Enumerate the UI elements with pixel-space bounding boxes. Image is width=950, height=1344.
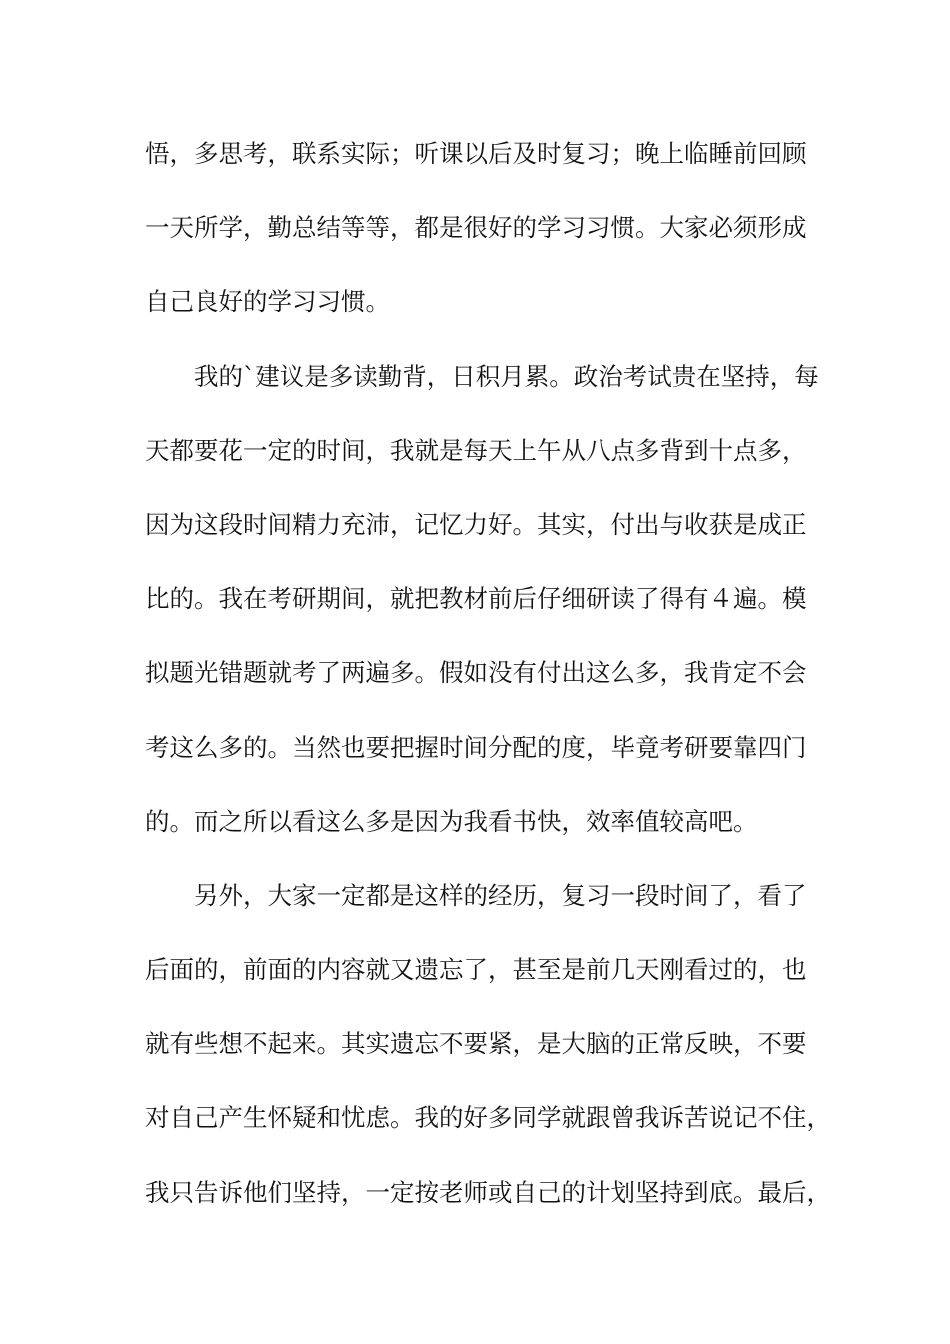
text-line: 悟，多思考，联系实际；听课以后及时复习；晚上临睡前回顾 bbox=[145, 139, 807, 168]
text-line: 比的。我在考研期间，就把教材前后仔细研读了得有４遍。模 bbox=[145, 584, 807, 614]
paragraph-first-line: 另外，大家一定都是这样的经历，复习一段时间了，看了 bbox=[194, 880, 807, 910]
text-line: 拟题光错题就考了两遍多。假如没有付出这么多，我肯定不会 bbox=[145, 658, 807, 688]
text-line: 自己良好的学习习惯。 bbox=[145, 287, 390, 317]
text-line: 考这么多的。当然也要把握时间分配的度，毕竟考研要靠四门 bbox=[145, 732, 807, 762]
text-line: 后面的，前面的内容就又遗忘了，甚至是前几天刚看过的，也 bbox=[145, 955, 807, 985]
text-line: 天都要花一定的时间，我就是每天上午从八点多背到十点多， bbox=[145, 435, 807, 465]
text-line: 对自己产生怀疑和忧虑。我的好多同学就跟曾我诉苦说记不住， bbox=[145, 1103, 831, 1133]
body-text bbox=[145, 127, 835, 1240]
text-line: 就有些想不起来。其实遗忘不要紧，是大脑的正常反映，不要 bbox=[145, 1029, 807, 1059]
text-line: 的。而之所以看这么多是因为我看书快，效率值较高吧。 bbox=[145, 806, 758, 836]
paragraph-first-line: 我的`建议是多读勤背，日积月累。政治考试贵在坚持，每 bbox=[194, 361, 819, 391]
text-line: 因为这段时间精力充沛，记忆力好。其实，付出与收获是成正 bbox=[145, 509, 807, 539]
text-line: 一天所学，勤总结等等，都是很好的学习习惯。大家必须形成 bbox=[145, 213, 807, 243]
text-line: 我只告诉他们坚持，一定按老师或自己的计划坚持到底。最后， bbox=[145, 1177, 831, 1207]
